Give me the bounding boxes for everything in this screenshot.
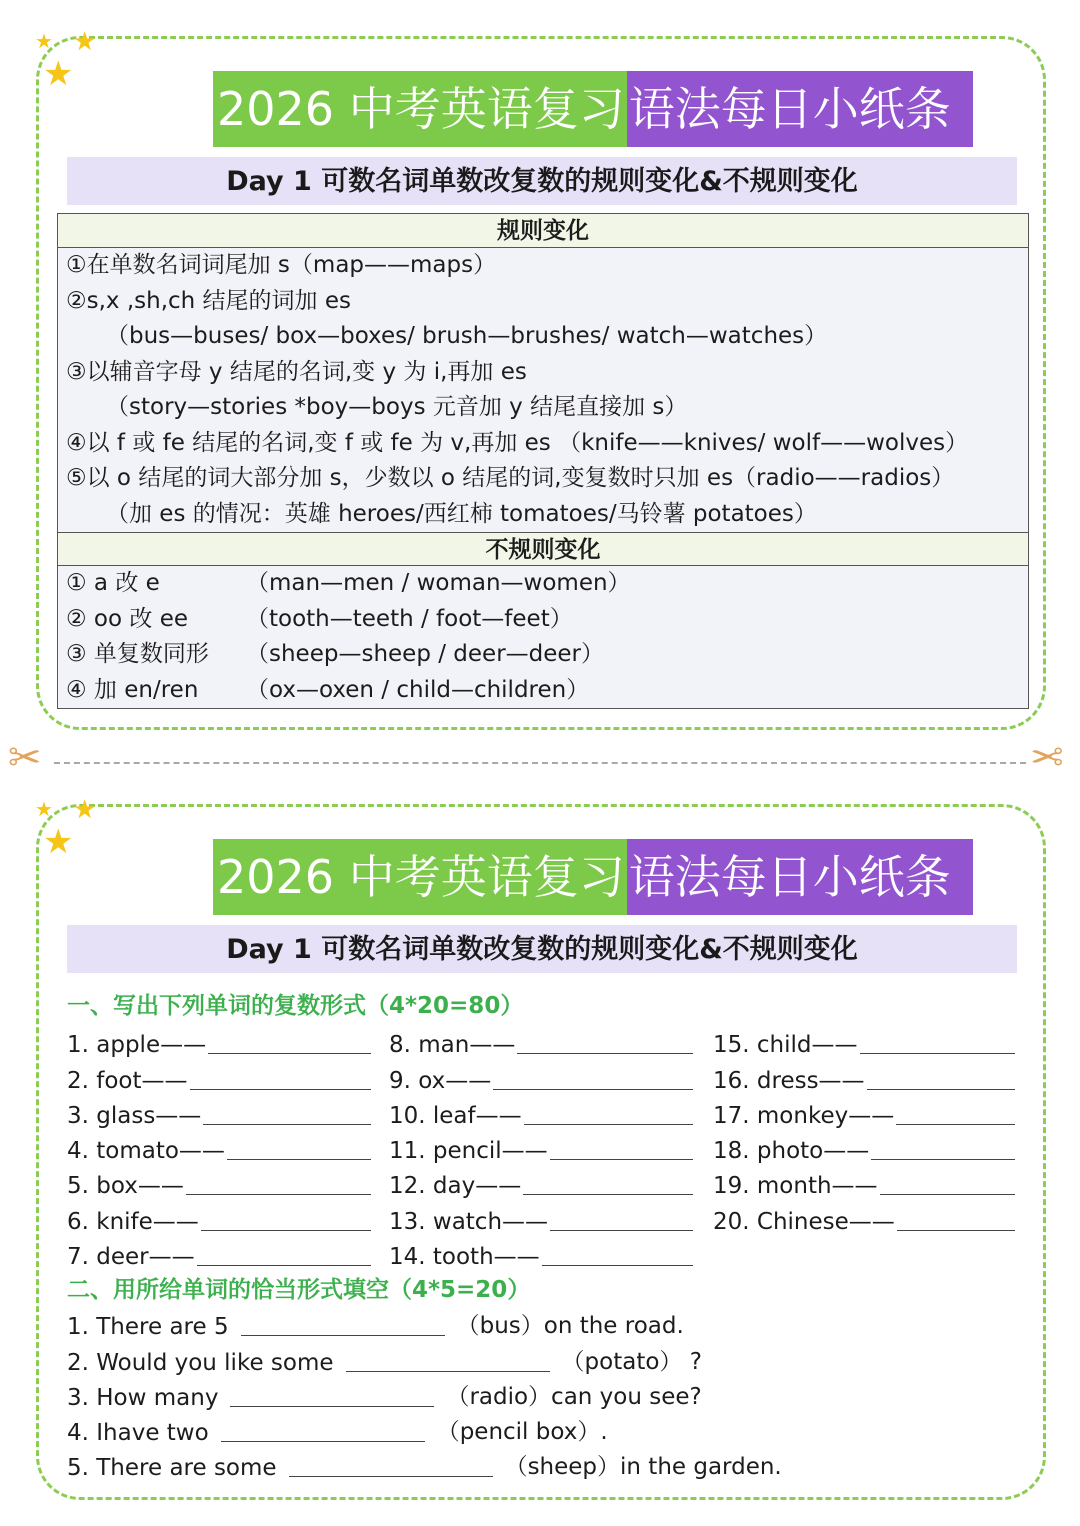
answer-blank[interactable] [346, 1348, 550, 1372]
title-banner [213, 839, 973, 915]
regular-rule: ⑤以 o 结尾的词大部分加 s，少数以 o 结尾的词,变复数时只加 es（radio——radios） [66, 465, 955, 491]
exercise1-column [713, 1023, 1015, 1235]
answer-blank[interactable] [542, 1242, 693, 1266]
answer-blank[interactable] [221, 1418, 425, 1442]
fill-suffix: （radio）can you see? [446, 1383, 702, 1410]
fill-prefix: 2. Would you like some [67, 1349, 334, 1376]
word-label: 11. pencil—— [389, 1138, 548, 1165]
rules-table [57, 213, 1029, 709]
answer-blank[interactable] [897, 1207, 1015, 1231]
answer-blank[interactable] [867, 1066, 1015, 1090]
fill-prefix: 3. How many [67, 1384, 219, 1411]
fill-prefix: 5. There are some [67, 1455, 277, 1482]
exercise-card [35, 795, 1046, 1500]
rules-card [35, 27, 1046, 730]
scissors-icon: ✂ [8, 735, 42, 781]
word-item [389, 1164, 693, 1199]
irregular-rule: ② oo 改 ee [66, 605, 188, 632]
answer-blank[interactable] [208, 1030, 371, 1054]
word-label: 7. deer—— [67, 1244, 195, 1271]
star-icon: ★ [43, 54, 74, 94]
word-item [389, 1058, 693, 1093]
irregular-examples: （ox—oxen / child—children） [246, 676, 590, 703]
word-label: 2. foot—— [67, 1067, 188, 1094]
star-icon: ★ [43, 822, 74, 862]
fill-item [67, 1340, 782, 1375]
word-item [713, 1094, 1015, 1129]
day-subtitle: Day 1 可数名词单数改复数的规则变化&不规则变化 [67, 925, 1017, 973]
answer-blank[interactable] [550, 1136, 693, 1160]
word-label: 19. month—— [713, 1173, 878, 1200]
irregular-row [58, 637, 1028, 673]
word-item [713, 1058, 1015, 1093]
word-label: 18. photo—— [713, 1138, 870, 1165]
irregular-rule: ① a 改 e [66, 570, 160, 596]
word-item [713, 1129, 1015, 1164]
banner-purple-text: 语法每日小纸条 [627, 71, 973, 147]
answer-blank[interactable] [896, 1101, 1015, 1125]
word-label: 12. day—— [389, 1173, 522, 1200]
word-label: 14. tooth—— [389, 1244, 540, 1271]
word-item [67, 1129, 371, 1164]
fill-prefix: 4. Ihave two [67, 1420, 209, 1447]
answer-blank[interactable] [186, 1171, 371, 1195]
word-label: 16. dress—— [713, 1067, 865, 1094]
answer-blank[interactable] [550, 1207, 693, 1231]
fill-item [67, 1446, 782, 1481]
word-label: 8. man—— [389, 1032, 516, 1059]
word-item [389, 1235, 693, 1270]
banner-green-text: 2026 中考英语复习 [213, 71, 627, 147]
irregular-row [58, 566, 1028, 602]
regular-heading: 规则变化 [58, 214, 1028, 248]
irregular-examples: （sheep—sheep / deer—deer） [246, 641, 605, 667]
word-label: 5. box—— [67, 1173, 184, 1200]
fill-item [67, 1305, 782, 1340]
answer-blank[interactable] [517, 1030, 693, 1054]
word-item [67, 1199, 371, 1234]
exercise2-title: 二、用所给单词的恰当形式填空（4*5=20） [67, 1277, 531, 1303]
day-subtitle: Day 1 可数名词单数改复数的规则变化&不规则变化 [67, 157, 1017, 205]
exercise1-column [389, 1023, 693, 1270]
answer-blank[interactable] [201, 1207, 371, 1231]
star-icon: ★ [73, 795, 97, 825]
word-item [713, 1023, 1015, 1058]
word-item [67, 1094, 371, 1129]
fill-item [67, 1376, 782, 1411]
answer-blank[interactable] [230, 1383, 434, 1407]
scissors-icon: ✂ [1030, 735, 1064, 781]
word-item [389, 1199, 693, 1234]
answer-blank[interactable] [493, 1066, 693, 1090]
word-item [389, 1094, 693, 1129]
banner-green-text: 2026 中考英语复习 [213, 839, 627, 915]
word-item [67, 1164, 371, 1199]
irregular-row [58, 602, 1028, 638]
fill-suffix: （bus）on the road. [456, 1313, 684, 1340]
answer-blank[interactable] [190, 1066, 371, 1090]
star-icon: ★ [35, 29, 53, 53]
banner-purple-text: 语法每日小纸条 [627, 839, 973, 915]
word-label: 4. tomato—— [67, 1138, 225, 1165]
fill-suffix: （sheep）in the garden. [504, 1454, 782, 1481]
word-label: 15. child—— [713, 1032, 858, 1059]
irregular-rule: ④ 加 en/ren [66, 676, 199, 703]
title-banner [213, 71, 973, 147]
fill-item [67, 1411, 782, 1446]
answer-blank[interactable] [871, 1136, 1015, 1160]
regular-example: （bus—buses/ box—boxes/ brush—brushes/ watch—watches） [106, 323, 828, 349]
word-label: 13. watch—— [389, 1208, 549, 1235]
exercise2-list [67, 1305, 782, 1481]
irregular-heading: 不规则变化 [58, 532, 1028, 566]
word-item [67, 1058, 371, 1093]
cut-line [54, 762, 1026, 764]
word-label: 9. ox—— [389, 1067, 492, 1094]
answer-blank[interactable] [227, 1136, 371, 1160]
answer-blank[interactable] [203, 1101, 371, 1125]
answer-blank[interactable] [523, 1171, 693, 1195]
regular-rule: ①在单数名词词尾加 s（map——maps） [66, 252, 497, 278]
word-item [389, 1129, 693, 1164]
star-icon: ★ [35, 797, 53, 821]
irregular-rule: ③ 单复数同形 [66, 641, 209, 667]
word-item [713, 1164, 1015, 1199]
exercise1-title: 一、写出下列单词的复数形式（4*20=80） [67, 993, 524, 1019]
word-label: 10. leaf—— [389, 1102, 522, 1129]
answer-blank[interactable] [289, 1453, 493, 1477]
regular-rule: ②s,x ,sh,ch 结尾的词加 es [66, 287, 351, 314]
word-label: 1. apple—— [67, 1032, 207, 1059]
answer-blank[interactable] [524, 1101, 693, 1125]
word-item [713, 1199, 1015, 1234]
regular-rule: ④以 f 或 fe 结尾的名词,变 f 或 fe 为 v,再加 es （knife——knives/ wolf——wolves） [66, 429, 969, 456]
word-item [67, 1023, 371, 1058]
word-label: 17. monkey—— [713, 1102, 895, 1129]
answer-blank[interactable] [197, 1242, 371, 1266]
fill-suffix: （potato） ? [561, 1348, 702, 1375]
word-label: 6. knife—— [67, 1208, 199, 1235]
exercise1-column [67, 1023, 371, 1270]
regular-example: （加 es 的情况：英雄 heroes/西红柿 tomatoes/马铃薯 potatoes） [106, 500, 817, 527]
word-label: 3. glass—— [67, 1102, 202, 1129]
word-label: 20. Chinese—— [713, 1208, 895, 1235]
answer-blank[interactable] [241, 1312, 445, 1336]
fill-suffix: （pencil box）. [436, 1419, 608, 1446]
irregular-examples: （man—men / woman—women） [246, 570, 631, 596]
regular-rule: ③以辅音字母 y 结尾的名词,变 y 为 i,再加 es [66, 358, 527, 385]
word-item [67, 1235, 371, 1270]
answer-blank[interactable] [880, 1171, 1015, 1195]
answer-blank[interactable] [860, 1030, 1016, 1054]
irregular-row [58, 673, 1028, 709]
fill-prefix: 1. There are 5 [67, 1314, 229, 1341]
irregular-examples: （tooth—teeth / foot—feet） [246, 605, 573, 632]
regular-example: （story—stories *boy—boys 元音加 y 结尾直接加 s） [106, 394, 688, 420]
word-item [389, 1023, 693, 1058]
star-icon: ★ [73, 27, 97, 57]
